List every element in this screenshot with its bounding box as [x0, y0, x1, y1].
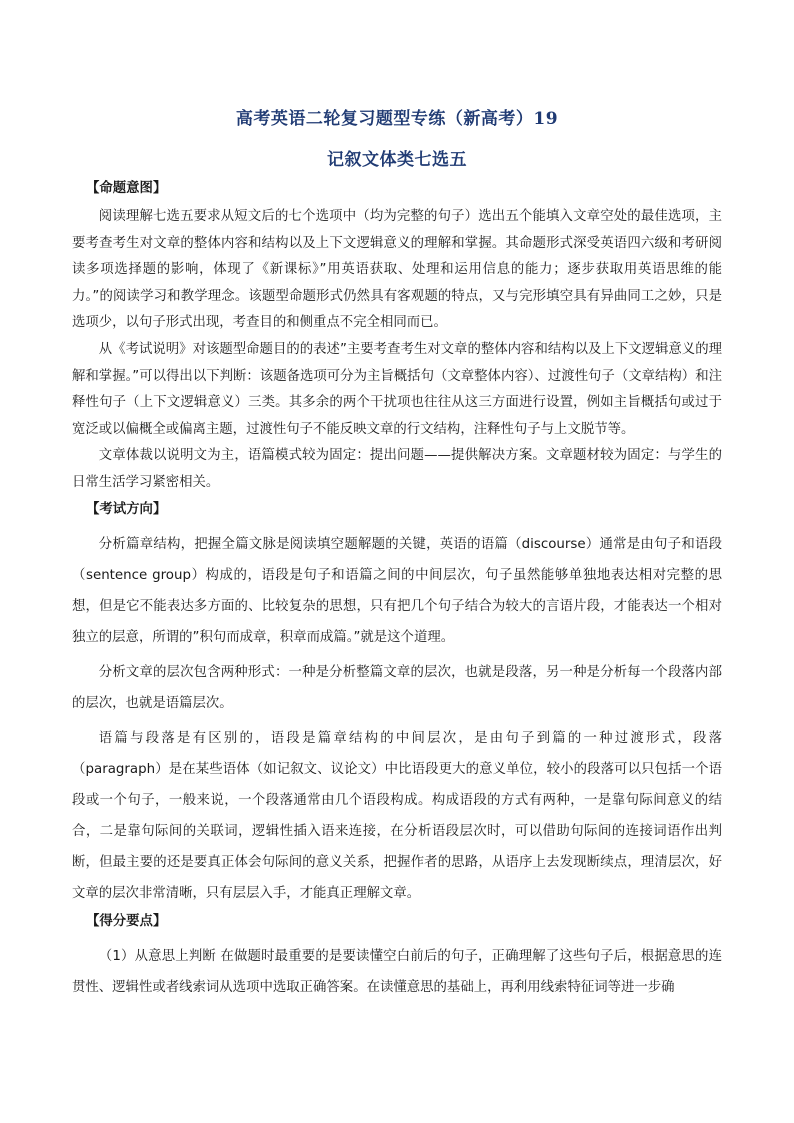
paragraph: 分析文章的层次包含两种形式：一种是分析整篇文章的层次，也就是段落，另一种是分析每一个段落内部的层次，也就是语篇层次。 — [72, 664, 722, 711]
paragraph: （1）从意思上判断 在做题时最重要的是要读懂空白前后的句子，正确理解了这些句子后，根据意思的连贯性、逻辑性或者线索词从选项中选取正确答案。在读懂意思的基础上，再利用线索特征词等进一步确 — [72, 948, 722, 995]
section-intent — [72, 180, 722, 497]
paragraph: 阅读理解七选五要求从短文后的七个选项中（均为完整的句子）选出五个能填入文章空处的最佳选项，主要考查考生对文章的整体内容和结构以及上下文逻辑意义的理解和掌握。其命题形式深受英语四六级和考研阅读多项选择题的影响，体现了《新课标》”用英语获取、处理和运用信息的能力；逐步获取用英语思维的能力。”的阅读学习和教学理念。该题型命题形式仍然具有客观题的特点，又与完形填空具有异曲同工之妙，只是选项少，以句子形式出现，考查目的和侧重点不完全相同而已。 — [72, 209, 722, 331]
section-heading: 【命题意图】 — [86, 181, 167, 196]
paragraph: 文章体裁以说明文为主，语篇模式较为固定：提出问题——提供解决方案。文章题材较为固定：与学生的日常生活学习紧密相关。 — [72, 448, 722, 490]
section-heading: 【考试方向】 — [86, 501, 167, 517]
document-body — [72, 180, 722, 1003]
paragraph: 从《考试说明》对该题型命题目的的表述”主要考查考生对文章的整体内容和结构以及上下文逻辑意义的理解和掌握。”可以得出以下判断：该题备选项可分为主旨概括句（文章整体内容）、过渡性句子（文章结构）和注释性句子（上下文逻辑意义）三类。其多余的两个干扰项也往往从这三方面进行设置，例如主旨概括句或过于宽泛或以偏概全或偏离主题，过渡性句子不能反映文章的行文结构，注释性句子与上文脱节等。 — [72, 341, 722, 437]
section-direction — [72, 501, 722, 909]
paragraph: 语篇与段落是有区别的，语段是篇章结构的中间层次，是由句子到篇的一种过渡形式，段落（paragraph）是在某些语体（如记叙文、议论文）中比语段更大的意义单位，较小的段落可以只包括一个语段或一个句子，一般来说，一个段落通常由几个语段构成。构成语段的方式有两种，一是靠句际间意义的结合，二是靠句际间的关联词，逻辑性插入语来连接，在分析语段层次时，可以借助句际间的连接词语作出判断，但最主要的还是要真正体会句际间的意义关系，把握作者的思路，从语序上去发现断续点，理清层次，好文章的层次非常清晰，只有层层入手，才能真正理解文章。 — [72, 730, 722, 901]
document-title: 高考英语二轮复习题型专练（新高考）19 — [235, 109, 559, 129]
document-subtitle: 记叙文体类七选五 — [327, 150, 467, 170]
paragraph: 分析篇章结构，把握全篇文脉是阅读填空题解题的关键，英语的语篇（discourse）通常是由句子和语段（sentence group）构成的，语段是句子和语篇之间的中间层次，句子虽然能够单独地表达相对完整的思想，但是它不能表达多方面的、比较复杂的思想，只有把几个句子结合为较大的言语片段，才能表达一个相对独立的层意，所谓的”积句而成章，积章而成篇。”就是这个道理。 — [72, 536, 722, 645]
section-key-points — [72, 913, 722, 1003]
section-heading: 【得分要点】 — [86, 913, 167, 929]
